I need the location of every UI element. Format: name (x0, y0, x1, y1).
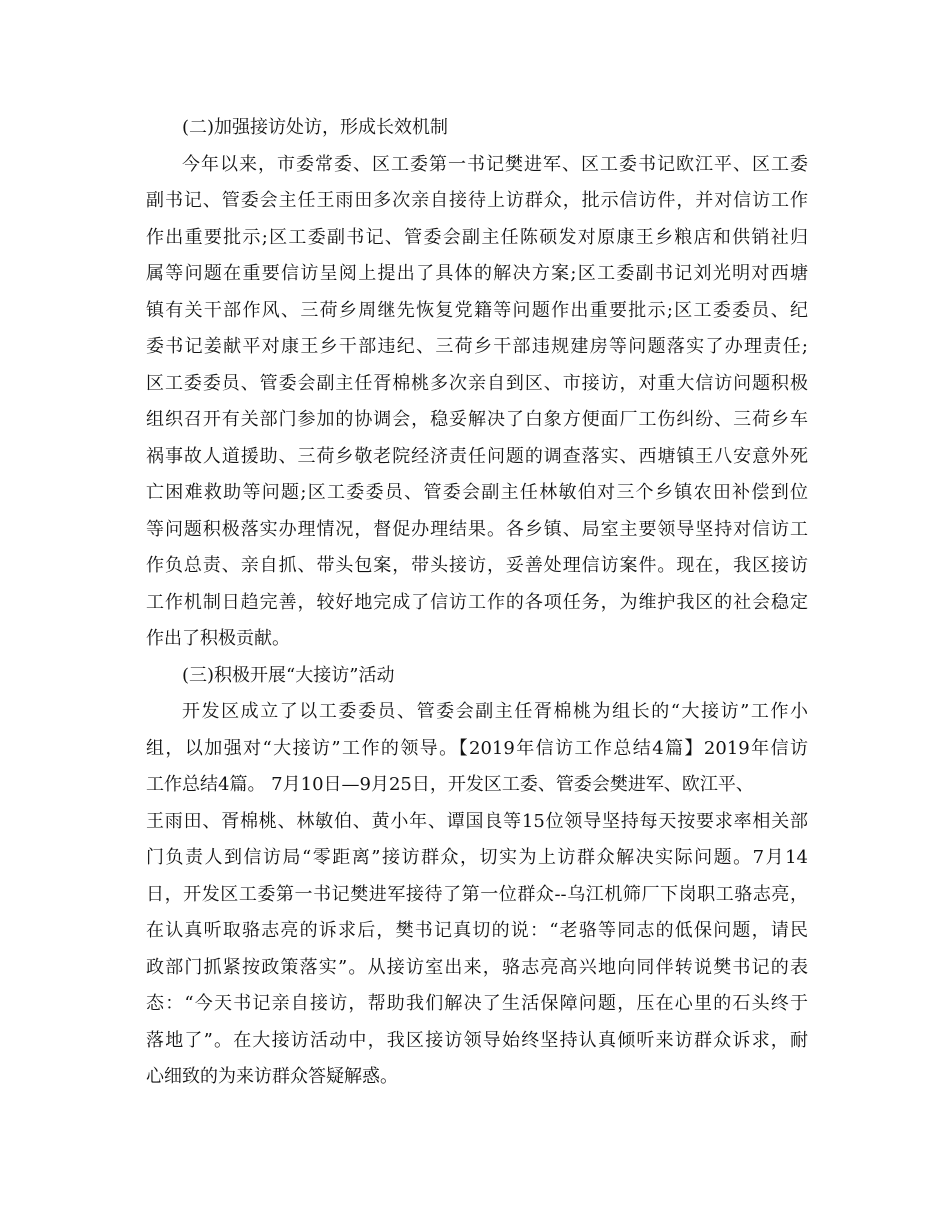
paragraph-line: 属等问题在重要信访呈阅上提出了具体的解决方案;区工委副书记刘光明对西塘 (146, 263, 808, 284)
paragraph-line: 今年以来，市委常委、区工委第一书记樊进军、区工委书记欧江平、区工委 (182, 153, 808, 175)
paragraph-line: 等问题积极落实办理情况，督促办理结果。各乡镇、局室主要领导坚持对信访工 (146, 518, 808, 540)
paragraph-line: 开发区成立了以工委委员、管委会副主任胥棉桃为组长的“大接访”工作小 (182, 701, 808, 722)
paragraph-line: 日，开发区工委第一书记樊进军接待了第一位群众--乌江机筛厂下岗职工骆志亮， (146, 883, 808, 905)
paragraph-line: 组织召开有关部门参加的协调会，稳妥解决了白象方便面厂工伤纠纷、三荷乡车 (146, 409, 808, 430)
paragraph-line: 作出重要批示;区工委副书记、管委会副主任陈硕发对原康王乡粮店和供销社归 (146, 226, 808, 248)
paragraph-line: 祸事故人道援助、三荷乡敬老院经济责任问题的调查落实、西塘镇王八安意外死 (146, 445, 808, 467)
paragraph-line: 副书记、管委会主任王雨田多次亲自接待上访群众，批示信访件，并对信访工作 (146, 190, 808, 211)
paragraph-line: 工作总结4篇。 7月10日—9月25日，开发区工委、管委会樊进军、欧江平、 (146, 774, 754, 795)
paragraph-line: 在认真听取骆志亮的诉求后，樊书记真切的说：“老骆等同志的低保问题，请民 (146, 920, 808, 941)
paragraph-line: 亡困难救助等问题;区工委委员、管委会副主任林敏伯对三个乡镇农田补偿到位 (146, 482, 808, 503)
paragraph-line: 组，以加强对“大接访”工作的领导。【2019年信访工作总结4篇】2019年信访 (146, 737, 808, 759)
paragraph-line: 区工委委员、管委会副主任胥棉桃多次亲自到区、市接访，对重大信访问题积极 (146, 372, 808, 394)
paragraph-line: 作出了积极贡献。 (146, 628, 290, 649)
section-heading-2: (二)加强接访处访，形成长效机制 (182, 117, 449, 138)
document-body (146, 110, 808, 1096)
paragraph-line: 落地了”。在大接访活动中，我区接访领导始终坚持认真倾听来访群众诉求，耐 (146, 1029, 808, 1051)
paragraph-line: 工作机制日趋完善，较好地完成了信访工作的各项任务，为维护我区的社会稳定 (146, 591, 808, 613)
paragraph-line: 委书记姜献平对康王乡干部违纪、三荷乡干部违规建房等问题落实了办理责任; (146, 336, 808, 357)
paragraph-line: 门负责人到信访局“零距离”接访群众，切实为上访群众解决实际问题。7月14 (146, 847, 808, 868)
paragraph-line: 态：“今天书记亲自接访，帮助我们解决了生活保障问题，压在心里的石头终于 (146, 993, 808, 1014)
paragraph-line: 镇有关干部作风、三荷乡周继先恢复党籍等问题作出重要批示;区工委委员、纪 (146, 299, 808, 321)
paragraph-line: 王雨田、胥棉桃、林敏伯、黄小年、谭国良等15位领导坚持每天按要求率相关部 (146, 810, 808, 832)
paragraph-line: 心细致的为来访群众答疑解惑。 (146, 1066, 398, 1087)
section-heading-3: (三)积极开展“大接访”活动 (182, 664, 395, 686)
paragraph-line: 作负总责、亲自抓、带头包案，带头接访，妥善处理信访案件。现在，我区接访 (146, 555, 808, 576)
paragraph-line: 政部门抓紧按政策落实”。从接访室出来，骆志亮高兴地向同伴转说樊书记的表 (146, 956, 808, 978)
